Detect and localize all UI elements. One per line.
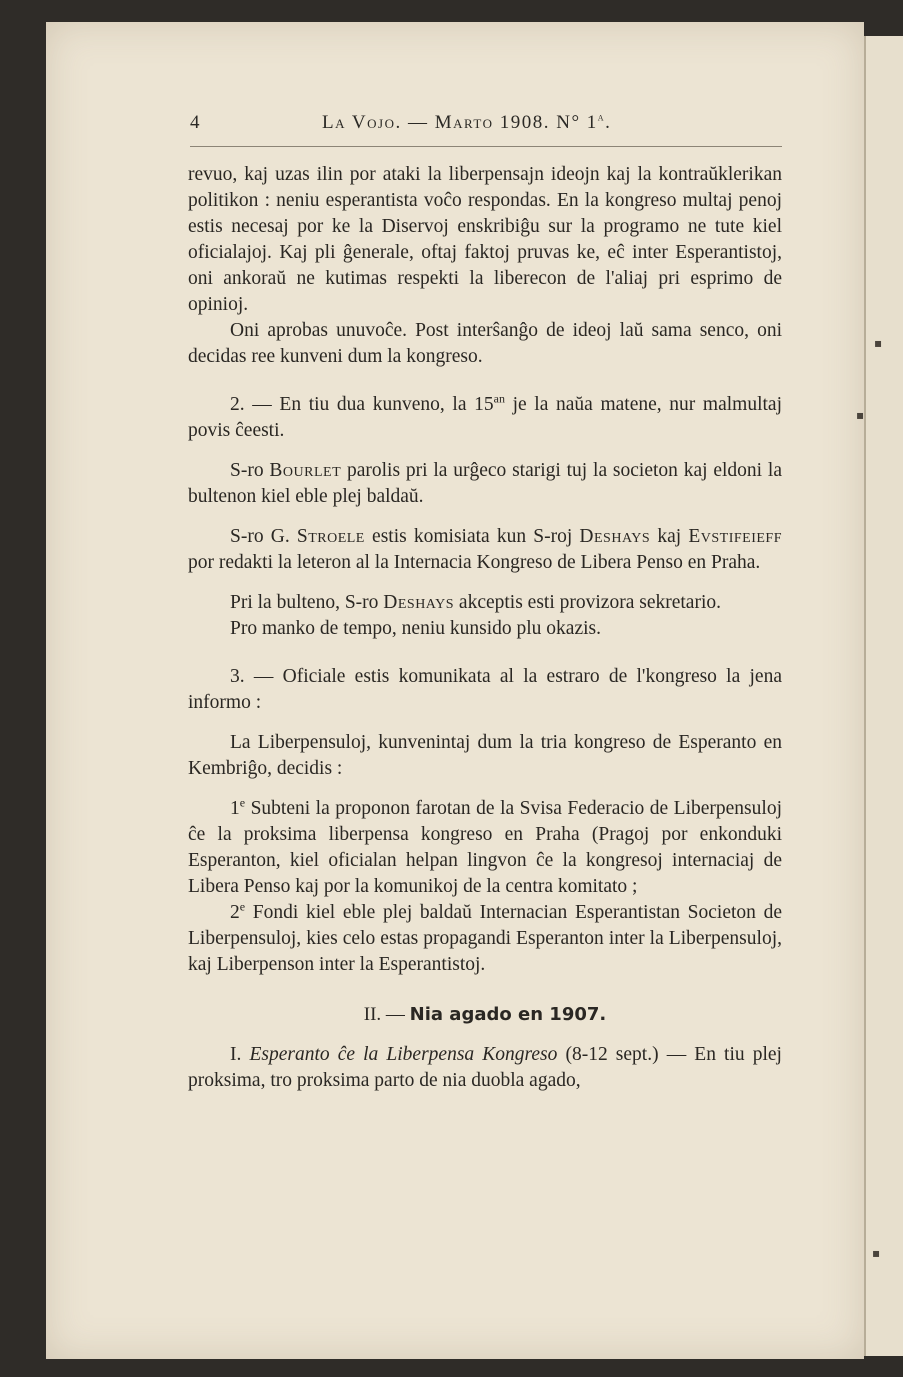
- person-name: Evstifeieff: [688, 526, 782, 547]
- paragraph: [188, 900, 782, 978]
- text-run: Pri la bulteno, S-ro: [230, 592, 384, 613]
- paragraph: La Liberpensuloj, kunvenintaj dum la tria kongreso de Esperanto en Kembriĝo, decidis :: [188, 732, 782, 779]
- paragraph: revuo, kaj uzas ilin por ataki la liberpensajn ideojn kaj la kontraŭklerikan politikon : neniu esperantista voĉo respondas. En la kongreso multaj penoj estis necesaj por ke la Diservoj enskribiĝu sur la programo ne tute kiel oficialajoj. Kaj pli ĝenerale, oftaj faktoj pruvas ke, eĉ inter Esperantistoj, oni ankoraŭ ne kutimas respekti la liberecon de l'aliaj pri esprimo de opinioj.: [188, 164, 782, 315]
- person-name: Bourlet: [269, 460, 342, 481]
- list-number: 2: [230, 902, 240, 923]
- text-run: S-ro: [230, 460, 270, 481]
- text-run: (8-12 sept.) — En tiu plej proksima, tro proksima parto de nia duobla agado,: [188, 1044, 782, 1091]
- running-title-text: La Vojo. — Marto 1908. N° 1: [322, 112, 598, 133]
- list-number: 1: [230, 798, 240, 819]
- paragraph: [188, 796, 782, 900]
- person-name: Deshays: [383, 592, 455, 613]
- list-number: I.: [230, 1044, 250, 1065]
- text-run: je la naŭa matene, nur malmultaj povis ĉeesti.: [188, 394, 782, 441]
- text-run: kaj: [650, 526, 689, 547]
- paragraph: Oni aprobas unuvoĉe. Post interŝanĝo de ideoj laŭ sama senco, oni decidas ree kunveni dum la kongreso.: [188, 320, 782, 367]
- text-run: Subteni la proponon farotan de la Svisa Federacio de Liberpensuloj ĉe la proksima liberpensa kongreso en Praha (Pragoj por enkonduki Esperanton, kiel oficialan helpan lingvon ĉe la kongresoj internaciaj de Libera Penso kaj por la komunikoj de la centra komitato ;: [188, 798, 782, 897]
- running-title-end: .: [605, 112, 612, 133]
- section-heading: [188, 1002, 782, 1028]
- edge-mark: ▪: [856, 408, 865, 422]
- paragraph: [188, 524, 782, 576]
- person-name: Stroele: [296, 526, 365, 547]
- superscript: e: [239, 899, 246, 914]
- text-run: estis komisiata kun S-roj: [364, 526, 580, 547]
- paragraph: [188, 458, 782, 510]
- edge-mark: ▪: [872, 1246, 881, 1260]
- running-header: [190, 109, 782, 142]
- header-rule: [190, 146, 782, 147]
- text-run: S-ro G.: [230, 526, 297, 547]
- body-text: [188, 162, 782, 1094]
- text-run: por redakti la leteron al la Internacia Kongreso de Libera Penso en Praha.: [188, 552, 761, 573]
- superscript: an: [493, 391, 505, 406]
- paragraph: [188, 590, 782, 616]
- edge-mark: ▪: [874, 336, 883, 350]
- paragraph: [188, 392, 782, 444]
- text-run: Fondi kiel eble plej baldaŭ Internacian Esperantistan Societon de Liberpensuloj, kies celo estas propagandi Esperanton inter la Liberpensuloj, kaj Liberpenson inter la Esperantistoj.: [188, 902, 782, 975]
- adjacent-page-edge: [856, 36, 903, 1356]
- italic-title: Esperanto ĉe la Liberpensa Kongreso: [249, 1044, 558, 1065]
- paragraph: [188, 1042, 782, 1094]
- text-run: akceptis esti provizora sekretario.: [454, 592, 721, 613]
- person-name: Deshays: [579, 526, 651, 547]
- page-number: 4: [190, 112, 200, 133]
- text-run: parolis pri la urĝeco starigi tuj la societon kaj eldoni la bultenon kiel eble plej baldaŭ.: [188, 460, 782, 507]
- running-title-superscript: a: [597, 109, 606, 124]
- section-numeral: II.: [363, 1004, 382, 1025]
- paragraph: 3. — Oficiale estis komunikata al la estraro de l'kongreso la jena informo :: [188, 666, 782, 713]
- section-title: Nia agado en 1907.: [409, 1004, 607, 1025]
- running-title: [322, 109, 612, 134]
- text-run: 2. — En tiu dua kunveno, la 15: [230, 394, 494, 415]
- superscript: e: [239, 795, 246, 810]
- paragraph: Pro manko de tempo, neniu kunsido plu okazis.: [230, 618, 601, 639]
- section-dash: —: [385, 1004, 405, 1025]
